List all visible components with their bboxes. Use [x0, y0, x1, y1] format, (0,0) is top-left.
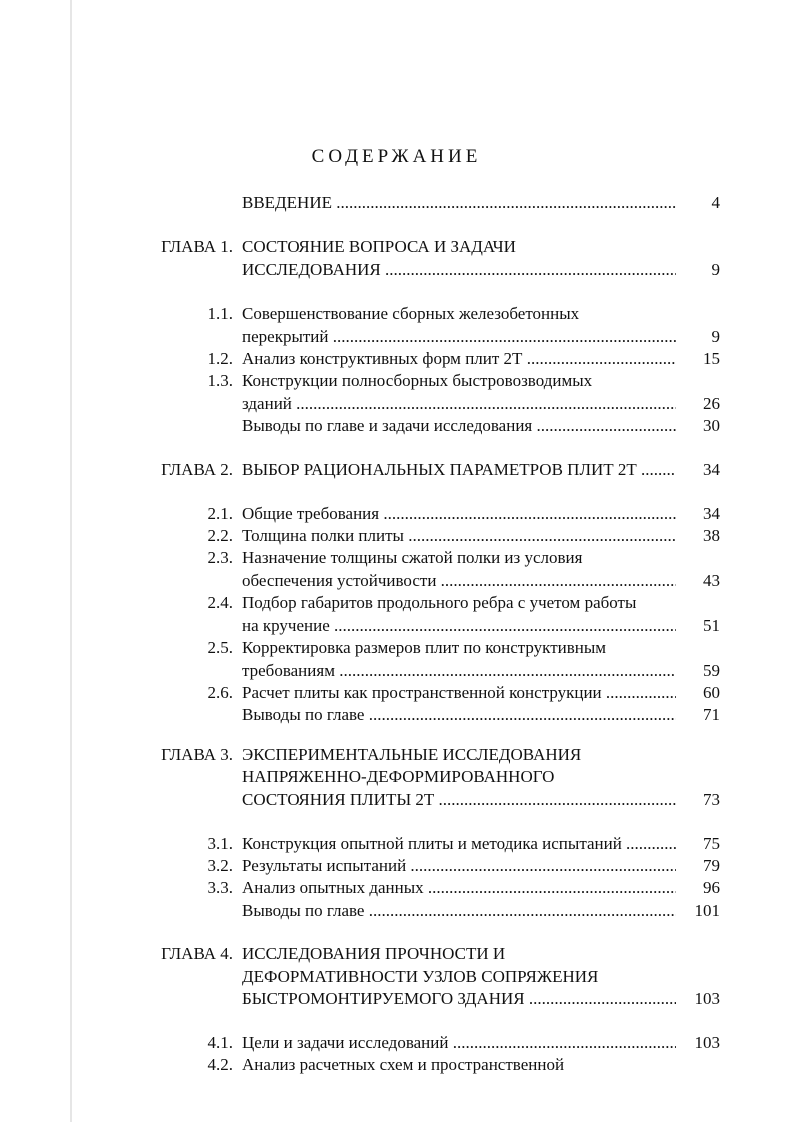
toc-entry-label: 3.1. [207, 834, 233, 853]
toc-entry-label: ГЛАВА 2. [161, 460, 233, 479]
toc-entry-label: 2.6. [207, 683, 233, 702]
toc-entry [0, 236, 793, 258]
toc-entry [0, 415, 793, 437]
toc-entry-page: 34 [703, 460, 720, 479]
toc-entry-label: 2.4. [207, 593, 233, 612]
toc-entry-page: 103 [694, 989, 720, 1008]
toc-entry-page: 26 [703, 394, 720, 413]
toc-entry [0, 682, 793, 704]
toc-entry-page: 30 [703, 416, 720, 435]
toc-entry-text: требованиям ..... [242, 660, 676, 682]
toc-entry-page: 38 [703, 526, 720, 545]
toc-entry-text: Корректировка размеров плит по конструктивным [242, 638, 607, 657]
toc-entry [0, 570, 793, 592]
toc-entry-label: 1.1. [207, 304, 233, 323]
toc-entry-text: ЭКСПЕРИМЕНТАЛЬНЫЕ ИССЛЕДОВАНИЯ [242, 745, 582, 764]
toc-entry-text: Цели и задачи исследований ..... [242, 1032, 676, 1054]
toc-entry-label: ГЛАВА 3. [161, 745, 233, 764]
toc-entry-text: ДЕФОРМАТИВНОСТИ УЗЛОВ СОПРЯЖЕНИЯ [242, 967, 599, 986]
toc-entry [0, 547, 793, 569]
toc-entry-page: 101 [694, 901, 720, 920]
toc-entry [0, 877, 793, 899]
toc-entry-text: Анализ конструктивных форм плит 2Т ..... [242, 348, 676, 370]
toc-entry-text: Анализ расчетных схем и пространственной [242, 1055, 565, 1074]
toc-entry-page: 79 [703, 856, 720, 875]
toc-entry-text: ИССЛЕДОВАНИЯ ПРОЧНОСТИ И [242, 944, 506, 963]
toc-entry-text: Совершенствование сборных железобетонных [242, 304, 580, 323]
toc-entry [0, 393, 793, 415]
toc-entry [0, 855, 793, 877]
toc-entry [0, 833, 793, 855]
toc-entry-text: Анализ опытных данных ..... [242, 877, 676, 899]
toc-entry-page: 51 [703, 616, 720, 635]
toc-entry [0, 637, 793, 659]
toc-entry [0, 789, 793, 811]
toc-entry-page: 9 [711, 260, 720, 279]
toc-entry [0, 370, 793, 392]
toc-entry [0, 192, 793, 214]
toc-entry-page: 71 [703, 705, 720, 724]
toc-entry-label: 4.1. [207, 1033, 233, 1052]
toc-entry-label: 2.1. [207, 504, 233, 523]
toc-entry-label: 1.2. [207, 349, 233, 368]
toc-entry [0, 592, 793, 614]
toc-entry-label: 2.3. [207, 548, 233, 567]
toc-entry [0, 326, 793, 348]
toc-entry-text: Конструкция опытной плиты и методика испытаний ..... [242, 833, 676, 855]
toc-entry-text: ВВЕДЕНИЕ ..... [242, 192, 676, 214]
toc-entry-page: 9 [711, 327, 720, 346]
toc-entry [0, 503, 793, 525]
toc-entry-label: ГЛАВА 1. [161, 237, 233, 256]
toc-entry-text: Общие требования ..... [242, 503, 676, 525]
toc-entry [0, 966, 793, 988]
toc-entry-label: 3.2. [207, 856, 233, 875]
toc-entry-text: Выводы по главе ..... [242, 900, 676, 922]
toc-entry-text: Толщина полки плиты ..... [242, 525, 676, 547]
toc-entry [0, 704, 793, 726]
toc-entry-page: 96 [703, 878, 720, 897]
toc-entry-text: зданий ..... [242, 393, 676, 415]
toc-entry-page: 103 [694, 1033, 720, 1052]
toc-entry [0, 660, 793, 682]
toc-entry-text: Выводы по главе ..... [242, 704, 676, 726]
toc-entry-page: 59 [703, 661, 720, 680]
toc-entry-page: 75 [703, 834, 720, 853]
toc-entry [0, 744, 793, 766]
toc-entry-text: ИССЛЕДОВАНИЯ ..... [242, 259, 676, 281]
toc-entry-page: 60 [703, 683, 720, 702]
toc-entry-text: БЫСТРОМОНТИРУЕМОГО ЗДАНИЯ ..... [242, 988, 676, 1010]
toc-entry [0, 259, 793, 281]
toc-entry-label: 1.3. [207, 371, 233, 390]
toc-entry [0, 1032, 793, 1054]
toc-entry-text: СОСТОЯНИЕ ВОПРОСА И ЗАДАЧИ [242, 237, 516, 256]
toc-entry [0, 348, 793, 370]
toc-entry-text: обеспечения устойчивости ..... [242, 570, 676, 592]
toc-entry-page: 73 [703, 790, 720, 809]
toc-entry-text: перекрытий ..... [242, 326, 676, 348]
toc-entry [0, 766, 793, 788]
toc-entry-label: 4.2. [207, 1055, 233, 1074]
page-title: СОДЕРЖАНИЕ [311, 146, 482, 167]
toc-entry-page: 34 [703, 504, 720, 523]
toc-entry-label: 2.2. [207, 526, 233, 545]
toc-entry-label: 2.5. [207, 638, 233, 657]
toc-entry [0, 988, 793, 1010]
toc-entry-text: НАПРЯЖЕННО-ДЕФОРМИРОВАННОГО [242, 767, 555, 786]
toc-entry-text: Подбор габаритов продольного ребра с учетом работы [242, 593, 637, 612]
toc-entry [0, 525, 793, 547]
toc-entry-text: на кручение ..... [242, 615, 676, 637]
toc-entry-text: СОСТОЯНИЯ ПЛИТЫ 2Т ..... [242, 789, 676, 811]
toc-entry-page: 4 [711, 193, 720, 212]
toc-entry-text: Назначение толщины сжатой полки из условия [242, 548, 583, 567]
toc-entry-page: 43 [703, 571, 720, 590]
toc-entry-text: Выводы по главе и задачи исследования ..... [242, 415, 676, 437]
toc-entry-text: Расчет плиты как пространственной конструкции ..... [242, 682, 676, 704]
toc-entry [0, 1054, 793, 1076]
toc-entry-label: 3.3. [207, 878, 233, 897]
toc-entry-text: Конструкции полносборных быстровозводимых [242, 371, 593, 390]
toc-entry [0, 943, 793, 965]
toc-entry-text: ВЫБОР РАЦИОНАЛЬНЫХ ПАРАМЕТРОВ ПЛИТ 2Т ..... [242, 459, 676, 481]
toc-entry [0, 303, 793, 325]
toc-entry-page: 15 [703, 349, 720, 368]
toc-entry [0, 615, 793, 637]
toc-entry [0, 900, 793, 922]
toc-entry-text: Результаты испытаний ..... [242, 855, 676, 877]
toc-entry [0, 459, 793, 481]
toc-entry-label: ГЛАВА 4. [161, 944, 233, 963]
